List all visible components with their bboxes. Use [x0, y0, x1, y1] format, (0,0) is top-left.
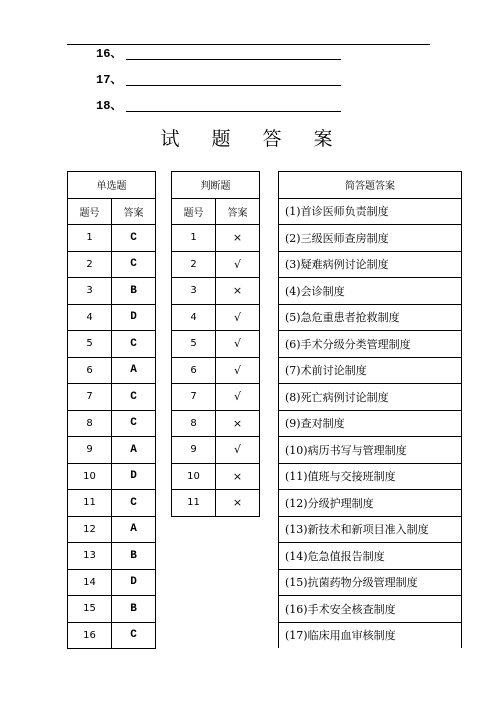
list-item	[279, 596, 462, 623]
question-number: 1	[68, 225, 112, 252]
answer-cell: √	[216, 251, 260, 278]
question-number: 8	[172, 410, 216, 437]
table-row	[172, 331, 260, 358]
list-item	[279, 384, 462, 411]
question-number: 5	[172, 331, 216, 358]
table-row	[172, 490, 260, 517]
question-number: 15	[68, 596, 112, 623]
answer-cell: √	[216, 384, 260, 411]
table-row	[68, 384, 156, 411]
answer-cell: B	[112, 543, 156, 570]
table-row	[68, 569, 156, 596]
table-row	[68, 516, 156, 543]
short-answer-item: (9)查对制度	[279, 410, 462, 437]
answer-cell: ×	[216, 410, 260, 437]
question-number: 6	[172, 357, 216, 384]
answer-line	[126, 85, 341, 86]
list-item	[279, 569, 462, 596]
short-answer-table	[278, 171, 462, 648]
answer-line	[126, 111, 341, 112]
answer-line	[126, 59, 341, 60]
table-row	[68, 331, 156, 358]
table-row	[68, 596, 156, 623]
answer-cell: D	[112, 569, 156, 596]
table-row	[172, 384, 260, 411]
short-answer-item: (5)急危重患者抢救制度	[279, 304, 462, 331]
page-title: 试 题 答 案	[160, 128, 346, 150]
question-number: 11	[172, 490, 216, 517]
question-number: 4	[68, 304, 112, 331]
answer-cell: ×	[216, 490, 260, 517]
short-answer-item: (16)手术安全核查制度	[279, 596, 462, 623]
answer-cell: ×	[216, 225, 260, 252]
question-number: 2	[68, 251, 112, 278]
short-answer-item: (14)危急值报告制度	[279, 543, 462, 570]
single-choice-table	[67, 171, 156, 649]
list-item	[279, 622, 462, 648]
question-number: 17、	[96, 73, 123, 87]
answer-cell: B	[112, 278, 156, 305]
question-number: 4	[172, 304, 216, 331]
column-header-answer: 答案	[216, 198, 260, 225]
short-answer-item: (1)首诊医师负责制度	[279, 198, 462, 225]
question-number: 7	[68, 384, 112, 411]
answer-cell: C	[112, 251, 156, 278]
question-number: 16、	[96, 47, 123, 61]
list-item	[279, 543, 462, 570]
short-answer-item: (17)临床用血审核制度	[279, 622, 462, 648]
list-item	[279, 357, 462, 384]
list-item	[279, 437, 462, 464]
table-row	[68, 304, 156, 331]
answer-cell: A	[112, 357, 156, 384]
table-row	[68, 410, 156, 437]
short-answer-item: (15)抗菌药物分级管理制度	[279, 569, 462, 596]
list-item	[279, 278, 462, 305]
answer-cell: C	[112, 622, 156, 649]
question-number: 7	[172, 384, 216, 411]
answer-cell: D	[112, 304, 156, 331]
answer-cell: C	[112, 490, 156, 517]
column-header-answer: 答案	[112, 198, 156, 225]
table-header: 简答题答案	[279, 172, 462, 199]
short-answer-item: (6)手术分级分类管理制度	[279, 331, 462, 358]
column-header-number: 题号	[68, 198, 112, 225]
question-number: 14	[68, 569, 112, 596]
table-row	[68, 225, 156, 252]
table-row	[172, 463, 260, 490]
answer-cell: A	[112, 437, 156, 464]
question-number: 1	[172, 225, 216, 252]
question-number: 6	[68, 357, 112, 384]
table-row	[172, 437, 260, 464]
question-number: 2	[172, 251, 216, 278]
answer-cell: C	[112, 331, 156, 358]
answer-cell: √	[216, 304, 260, 331]
short-answer-item: (13)新技术和新项目准入制度	[279, 516, 462, 543]
question-number: 16	[68, 622, 112, 649]
question-number: 18、	[96, 99, 123, 113]
table-row	[172, 410, 260, 437]
list-item	[279, 410, 462, 437]
answer-cell: C	[112, 225, 156, 252]
table-row	[68, 437, 156, 464]
list-item	[279, 251, 462, 278]
short-answer-item: (4)会诊制度	[279, 278, 462, 305]
answer-cell: C	[112, 410, 156, 437]
list-item	[279, 516, 462, 543]
question-number: 3	[172, 278, 216, 305]
table-row	[172, 278, 260, 305]
table-row	[172, 304, 260, 331]
question-number: 10	[172, 463, 216, 490]
question-number: 13	[68, 543, 112, 570]
question-number: 5	[68, 331, 112, 358]
answer-cell: √	[216, 437, 260, 464]
question-number: 12	[68, 516, 112, 543]
short-answer-item: (8)死亡病例讨论制度	[279, 384, 462, 411]
short-answer-item: (2)三级医师查房制度	[279, 225, 462, 252]
table-row	[68, 463, 156, 490]
table-header: 判断题	[172, 172, 260, 199]
question-number: 11	[68, 490, 112, 517]
answer-cell: A	[112, 516, 156, 543]
question-number: 9	[68, 437, 112, 464]
short-answer-item: (11)值班与交接班制度	[279, 463, 462, 490]
table-row	[68, 278, 156, 305]
list-item	[279, 225, 462, 252]
table-row	[68, 357, 156, 384]
short-answer-item: (12)分级护理制度	[279, 490, 462, 517]
answer-cell: √	[216, 357, 260, 384]
question-number: 3	[68, 278, 112, 305]
list-item	[279, 331, 462, 358]
table-row	[172, 357, 260, 384]
answer-cell: ×	[216, 278, 260, 305]
answer-cell: √	[216, 331, 260, 358]
list-item	[279, 463, 462, 490]
table-row	[68, 543, 156, 570]
short-answer-item: (10)病历书写与管理制度	[279, 437, 462, 464]
answer-cell: ×	[216, 463, 260, 490]
table-row	[68, 622, 156, 649]
column-header-number: 题号	[172, 198, 216, 225]
table-row	[68, 251, 156, 278]
table-row	[172, 251, 260, 278]
list-item	[279, 198, 462, 225]
answer-cell: D	[112, 463, 156, 490]
answer-cell: C	[112, 384, 156, 411]
question-number: 9	[172, 437, 216, 464]
question-number: 10	[68, 463, 112, 490]
short-answer-item: (3)疑难病例讨论制度	[279, 251, 462, 278]
true-false-table	[171, 171, 260, 517]
short-answer-item: (7)术前讨论制度	[279, 357, 462, 384]
list-item	[279, 490, 462, 517]
answer-cell: B	[112, 596, 156, 623]
question-number: 8	[68, 410, 112, 437]
table-row	[68, 490, 156, 517]
table-row	[172, 225, 260, 252]
table-header: 单选题	[68, 172, 156, 199]
list-item	[279, 304, 462, 331]
